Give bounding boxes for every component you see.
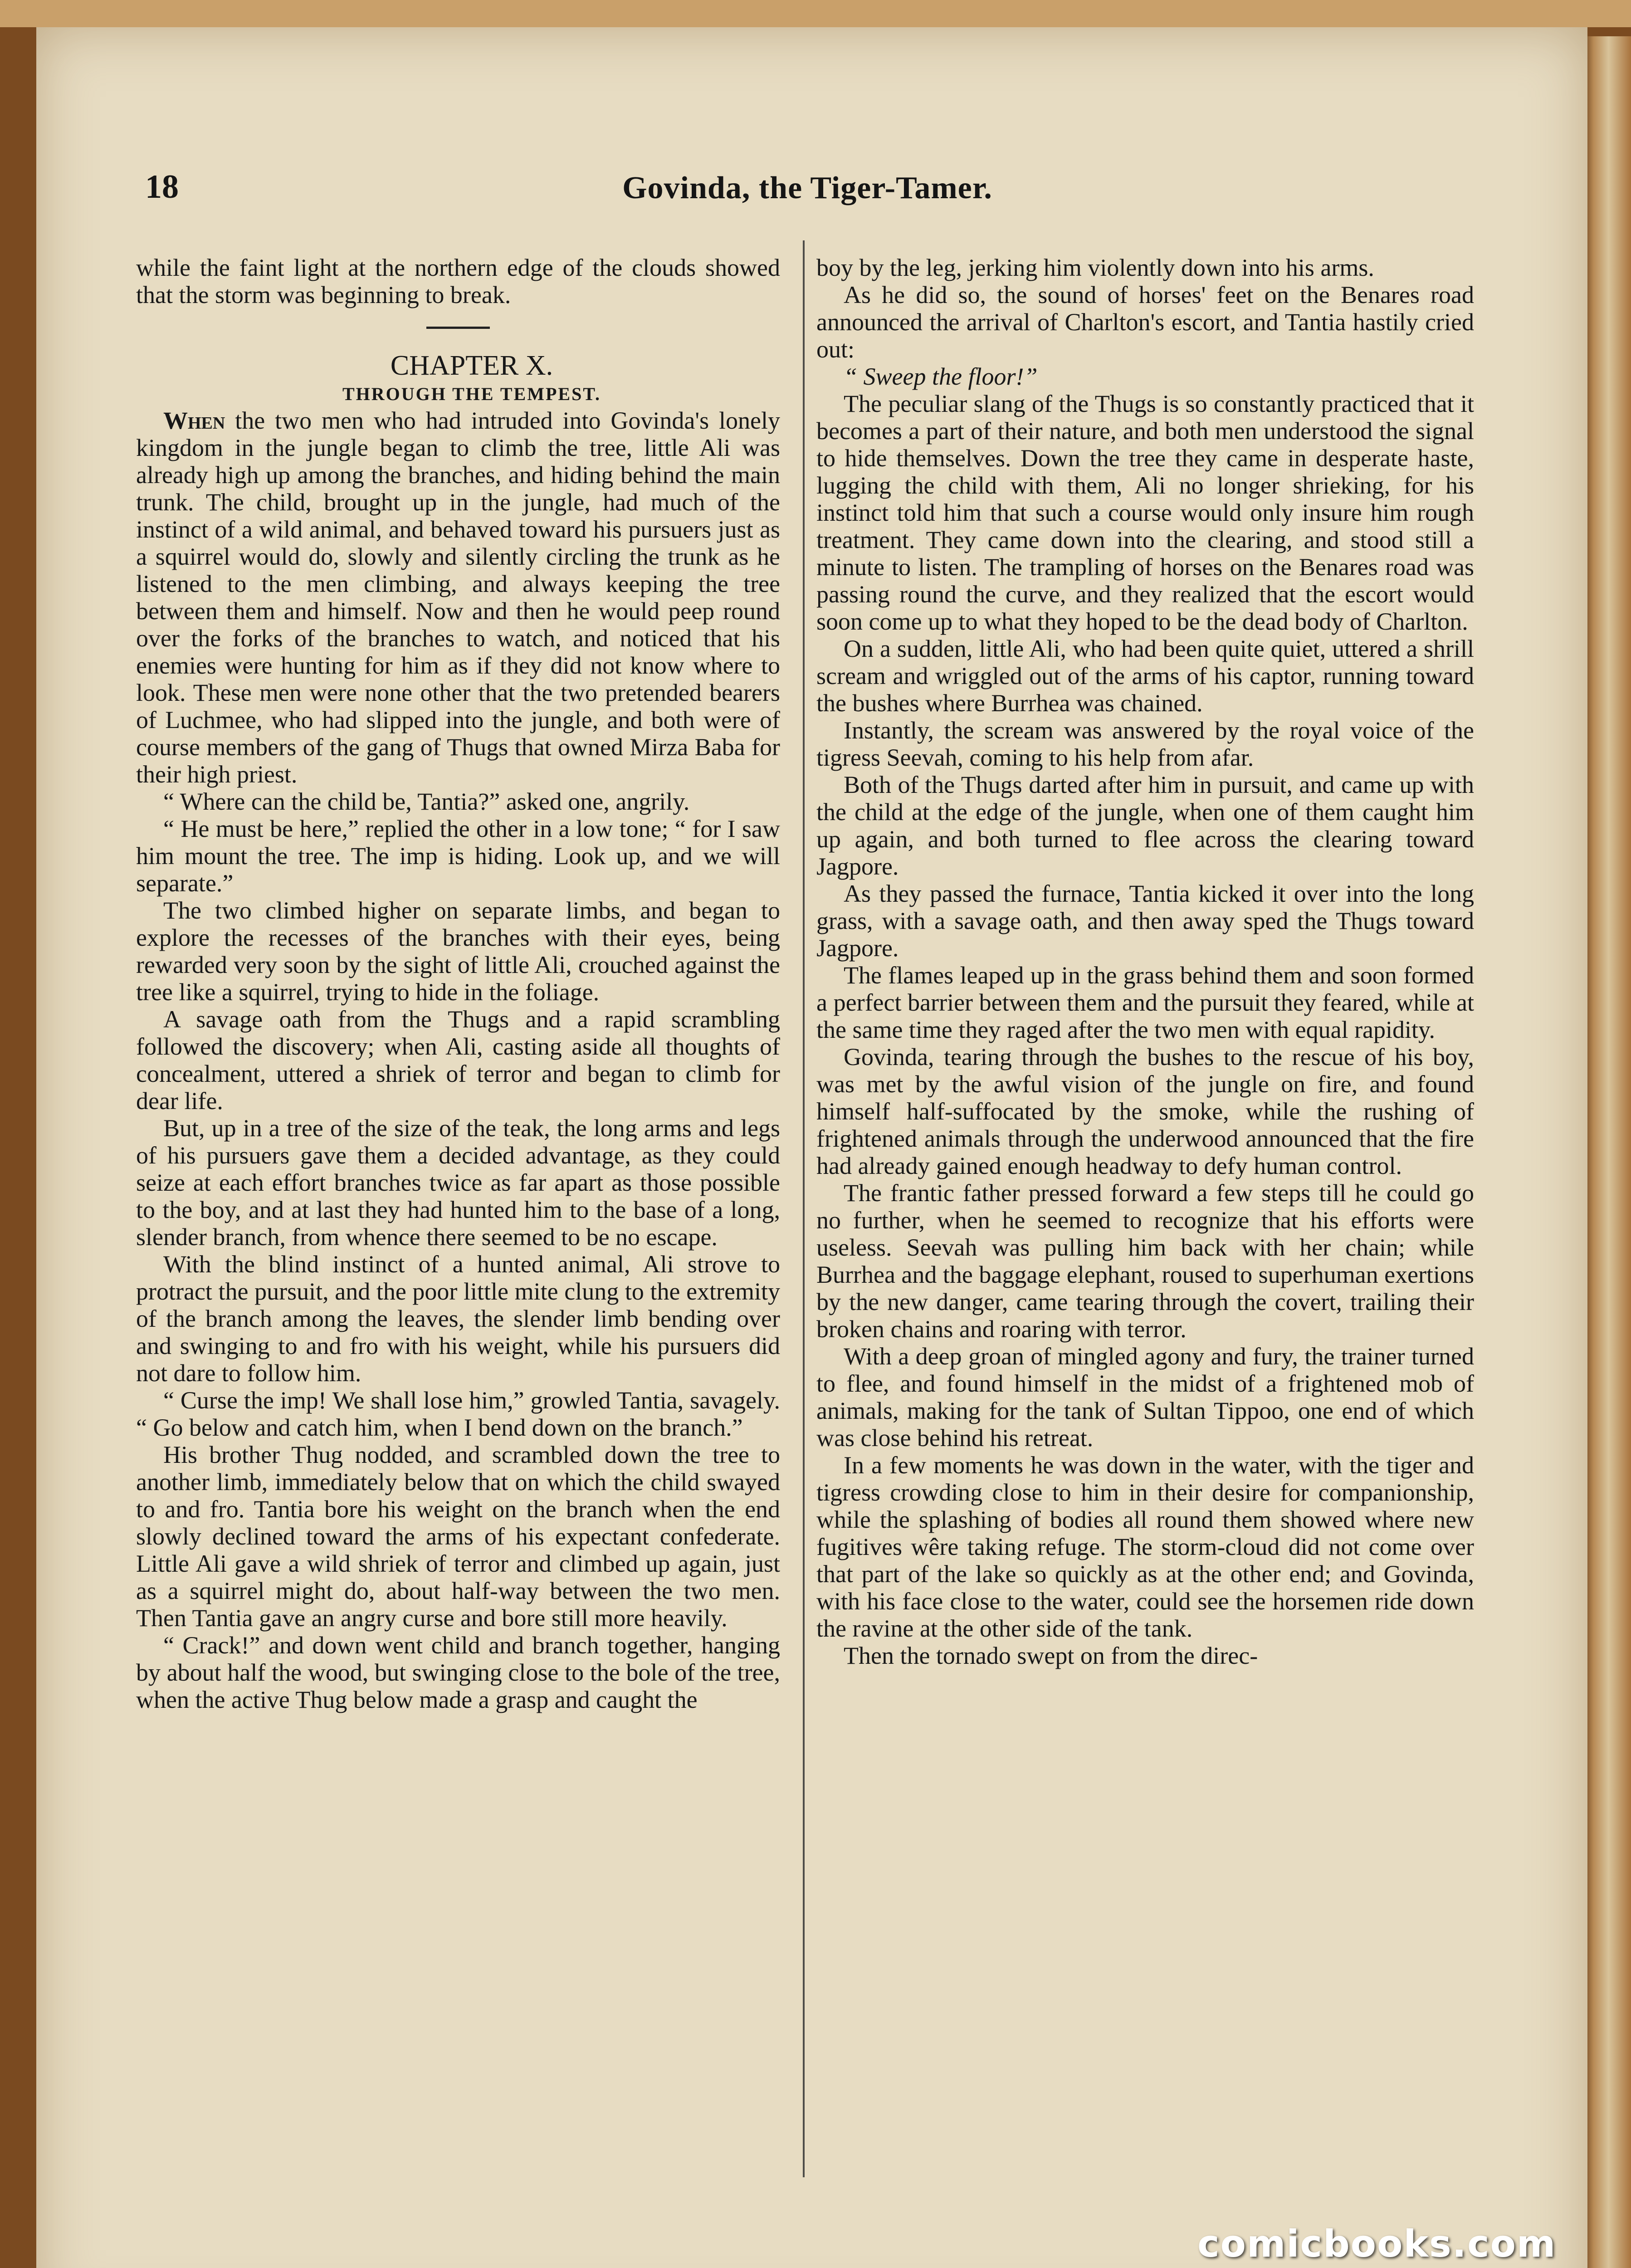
page-header (145, 163, 1415, 213)
drop-word: When (163, 407, 225, 434)
paragraph: boy by the leg, jerking him violently down into his arms. (816, 254, 1374, 281)
paragraph: With the blind instinct of a hunted animal, Ali strove to protract the pursuit, and the poor little mite clung to the extremity of the branch among the leaves, the slender limb bending over and swinging to and fro with his weight, while his pursuers did not dare to follow him. (136, 1251, 780, 1387)
paragraph: “ Sweep the floor!” (844, 363, 1038, 390)
paragraph: Instantly, the scream was answered by the royal voice of the tigress Seevah, coming to his help from afar. (816, 717, 1474, 771)
paragraph: The peculiar slang of the Thugs is so constantly practiced that it becomes a part of their nature, and both men understood the signal to hide themselves. Down the tree they came in desperate haste, lugging the child with them, Ali no longer shrieking, for his instinct told him that such a course would only insure him rough treatment. They came down into the clearing, and stood still a minute to listen. The trampling of horses on the Benares road was passing round the curve, and they realized that the escort would soon come up to what they hoped to be the dead body of Charlton. (816, 390, 1474, 635)
paragraph: In a few moments he was down in the water, with the tiger and tigress crowding close to him in their desire for companionship, while the splashing of bodies all round them showed where new fugitives wêre taking refuge. The storm-cloud did not come over that part of the lake so quickly as at the other end; and Govinda, with his face close to the water, could see the horsemen ride down the ravine at the other side of the tank. (816, 1452, 1474, 1642)
paragraph: “ Where can the child be, Tantia?” asked one, angrily. (163, 788, 690, 815)
running-title: Govinda, the Tiger-Tamer. (622, 171, 992, 205)
scanner-background (0, 0, 1631, 27)
book-page (36, 27, 1587, 2268)
paragraph: With a deep groan of mingled agony and fury, the trainer turned to flee, and found himself in the midst of a frightened mob of animals, making for the tank of Sultan Tippoo, one end of which was close behind his retreat. (816, 1343, 1474, 1452)
right-column (816, 254, 1474, 2182)
column-divider (803, 240, 805, 2177)
paragraph: But, up in a tree of the size of the teak, the long arms and legs of his pursuers gave them a decided advantage, as they could seize at each effort branches twice as far apart as those possible to the boy, and at last they had hunted him to the base of a long, slender branch, from whence there seemed to be no escape. (136, 1114, 780, 1251)
left-column (136, 254, 780, 2182)
paragraph: Then the tornado swept on from the direc- (844, 1642, 1258, 1669)
paragraph: “ He must be here,” replied the other in a low tone; “ for I saw him mount the tree. The imp is hiding. Look up, and we will separate.” (136, 815, 780, 897)
paragraph: On a sudden, little Ali, who had been quite quiet, uttered a shrill scream and wriggled out of the arms of his captor, running toward the bushes where Burrhea was chained. (816, 635, 1474, 717)
watermark: comicbooks.com (1197, 2223, 1557, 2266)
chapter-rule (426, 327, 490, 329)
paragraph: A savage oath from the Thugs and a rapid scrambling followed the discovery; when Ali, casting aside all thoughts of concealment, uttered a shriek of terror and began to climb for dear life. (136, 1006, 780, 1114)
paragraph: Govinda, tearing through the bushes to the rescue of his boy, was met by the awful vision of the jungle on fire, and found himself half-suffocated by the smoke, while the rushing of frightened animals through the underwood announced that the fire had already gained enough headway to defy human control. (816, 1043, 1474, 1179)
paragraph-text: the two men who had intruded into Govinda's lonely kingdom in the jungle began to climb the tree, little Ali was already high up among the branches, and hiding behind the main trunk. The child, brought up in the jungle, had much of the instinct of a wild animal, and behaved toward his pursuers just as a squirrel would do, slowly and silently circling the trunk as he listened to the men climbing, and always keeping the tree between them and himself. Now and then he would peep round over the forks of the branches to watch, and noticed that his enemies were hunting for him as if they did not know where to look. These men were none other that the two pretended bearers of Luchmee, who had slipped into the jungle, and both were of course members of the gang of Thugs that owned Mirza Baba for their high priest. (136, 407, 780, 788)
paragraph: Both of the Thugs darted after him in pursuit, and came up with the child at the edge of the jungle, when one of them caught him up again, and both turned to flee across the clearing toward Jagpore. (816, 771, 1474, 880)
opening-paragraph: while the faint light at the northern edge of the clouds showed that the storm was beginning to break. (136, 254, 780, 308)
paragraph (136, 407, 780, 788)
paragraph: As they passed the furnace, Tantia kicked it over into the long grass, with a savage oath, and then away sped the Thugs toward Jagpore. (816, 880, 1474, 962)
paragraph: As he did so, the sound of horses' feet on the Benares road announced the arrival of Charlton's escort, and Tantia hastily cried out: (816, 281, 1474, 363)
chapter-subtitle: THROUGH THE TEMPEST. (342, 384, 601, 404)
paragraph: “ Crack!” and down went child and branch together, hanging by about half the wood, but swinging close to the bole of the tree, when the active Thug below made a grasp and caught the (136, 1632, 780, 1713)
paragraph: His brother Thug nodded, and scrambled down the tree to another limb, immediately below that on which the child swayed to and fro. Tantia bore his weight on the branch when the end slowly declined toward the arms of his expectant confederate. Little Ali gave a wild shriek of terror and climbed up again, just as a squirrel might do, about half-way between the two men. Then Tantia gave an angry curse and bore still more heavily. (136, 1441, 780, 1632)
chapter-title: CHAPTER X. (390, 350, 553, 381)
paragraph: “ Curse the imp! We shall lose him,” growled Tantia, savagely. “ Go below and catch him, when I bend down on the branch.” (136, 1387, 780, 1441)
paragraph: The flames leaped up in the grass behind them and soon formed a perfect barrier between them and the pursuit they feared, while at the same time they raged after the two men with equal rapidity. (816, 962, 1474, 1043)
page-number: 18 (145, 168, 179, 205)
paragraph: The frantic father pressed forward a few steps till he could go no further, when he seemed to recognize that his efforts were useless. Seevah was pulling him back with her chain; while Burrhea and the baggage elephant, roused to superhuman exertions by the new danger, came tearing through the covert, trailing their broken chains and roaring with terror. (816, 1179, 1474, 1343)
paragraph: The two climbed higher on separate limbs, and began to explore the recesses of the branches with their eyes, being rewarded very soon by the sight of little Ali, crouched against the tree like a squirrel, trying to hide in the foliage. (136, 897, 780, 1006)
page-edge (1581, 36, 1631, 2268)
